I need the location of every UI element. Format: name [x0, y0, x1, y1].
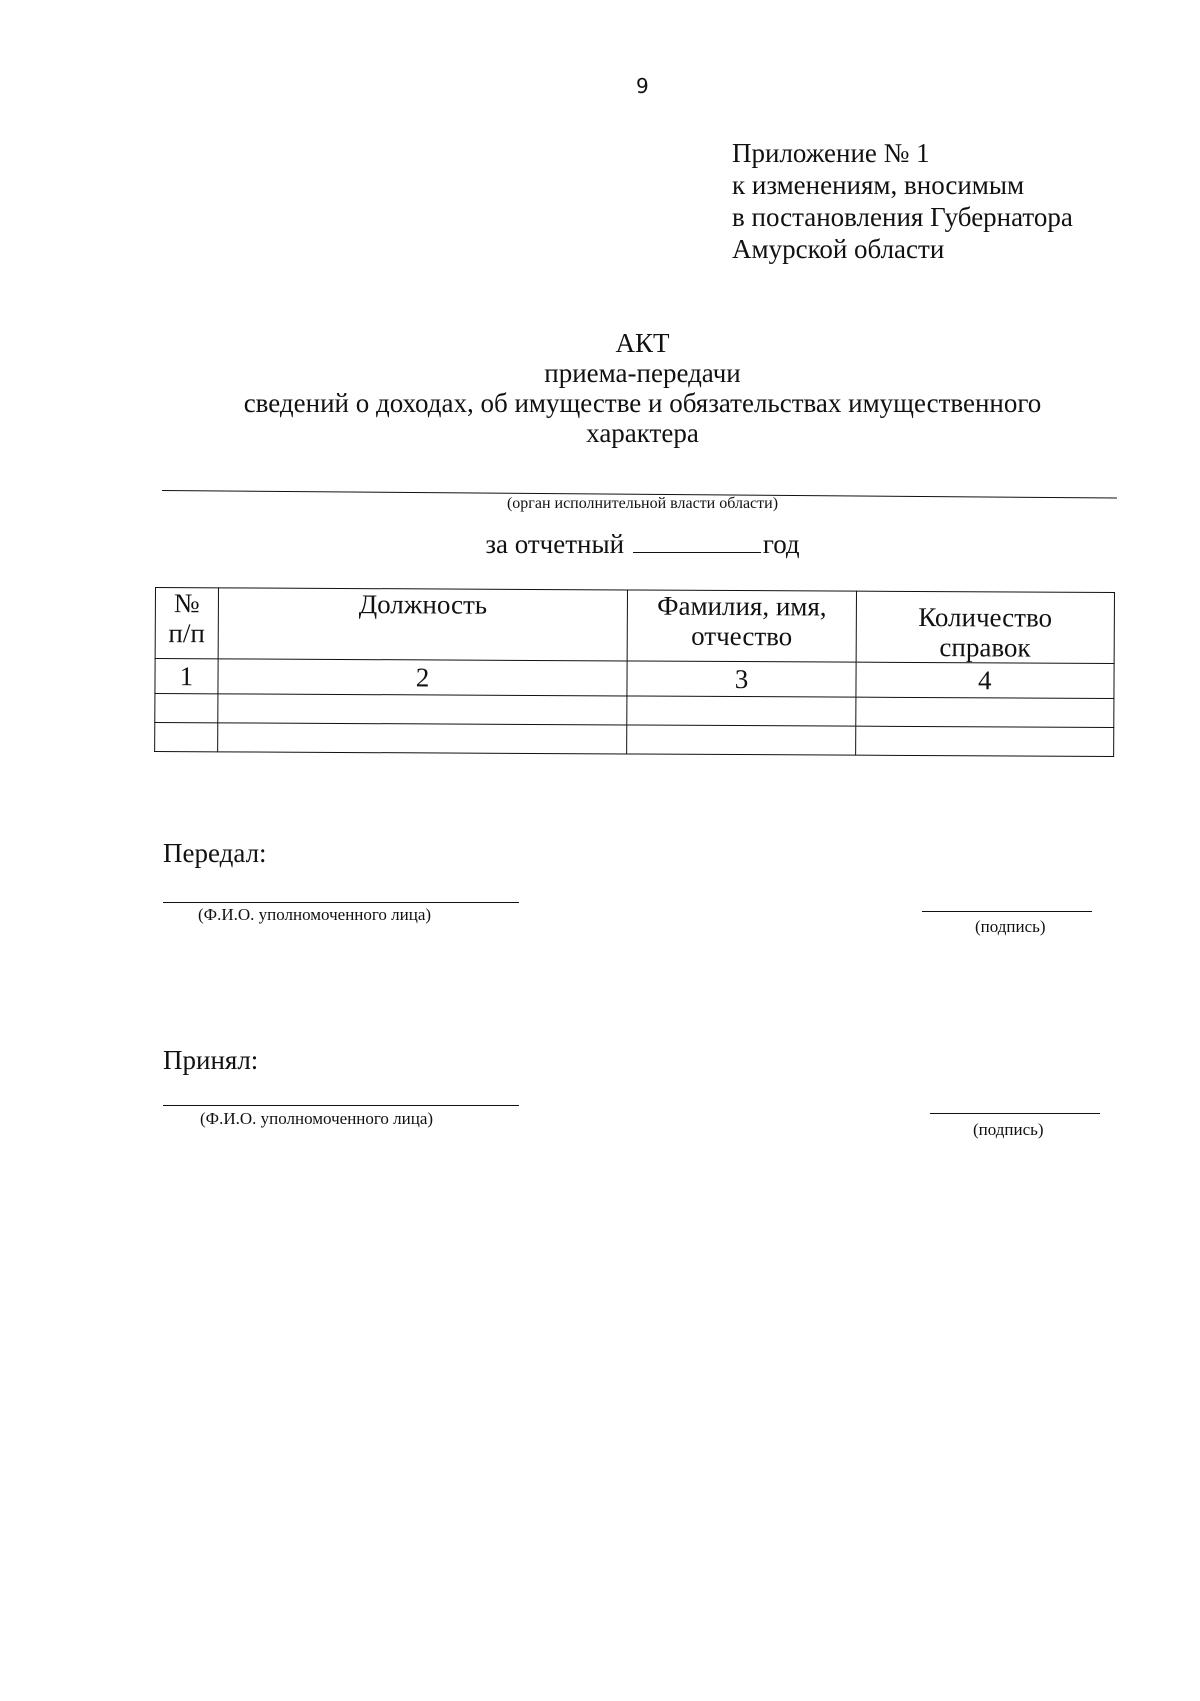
column-number-1: 1 [155, 659, 218, 694]
received-label: Принял: [163, 1045, 259, 1075]
table-number-row [155, 659, 1114, 699]
header-count-line-1: Количество [918, 601, 1053, 633]
header-count-line-2: справок [939, 632, 1031, 663]
reporting-period [150, 528, 1135, 560]
title-line-2: приема-передачи [544, 358, 741, 388]
table-cell[interactable] [627, 725, 856, 755]
transferred-label: Передал: [163, 838, 267, 868]
header-full-name [627, 590, 856, 662]
header-number-line-2: п/п [168, 618, 205, 649]
table-cell[interactable] [855, 697, 1113, 727]
header-number-line-1: № [173, 588, 200, 619]
appendix-line-4: Амурской области [732, 234, 945, 264]
appendix-block [732, 137, 1073, 265]
header-full-name-line-1: Фамилия, имя, [657, 590, 827, 622]
header-number [155, 588, 218, 659]
column-number-3: 3 [627, 661, 856, 697]
org-caption: (орган исполнительной власти области) [506, 495, 779, 512]
title-line-4: характера [586, 418, 699, 448]
header-position-label: Должность [358, 589, 488, 620]
header-full-name-line-2: отчество [691, 620, 793, 652]
document-title [150, 328, 1135, 448]
table-cell[interactable] [155, 694, 218, 723]
table-cell[interactable] [217, 723, 627, 754]
header-position [218, 588, 628, 661]
title-line-3: сведений о доходах, об имуществе и обязательствах имущественного [243, 388, 1042, 418]
received-name-caption: (Ф.И.О. уполномоченного лица) [200, 1109, 434, 1128]
transferred-name-line [163, 902, 519, 903]
page-number: 9 [636, 74, 649, 98]
records-table [154, 587, 1115, 757]
column-number-2: 2 [218, 659, 628, 696]
column-number-4: 4 [856, 662, 1115, 698]
appendix-line-2: к изменениям, вносимым [732, 170, 1025, 200]
transferred-signature-line [922, 911, 1092, 912]
received-name-line [163, 1105, 519, 1106]
transferred-name-caption: (Ф.И.О. уполномоченного лица) [198, 905, 432, 924]
table-row [155, 723, 1114, 757]
table-header-row [155, 588, 1114, 664]
transferred-signature-caption: (подпись) [975, 917, 1046, 936]
table-cell[interactable] [155, 723, 218, 752]
received-signature-caption: (подпись) [973, 1120, 1044, 1139]
table-cell[interactable] [627, 696, 856, 726]
table-cell[interactable] [855, 726, 1113, 756]
title-line-1: АКТ [615, 328, 670, 358]
year-blank [633, 528, 761, 553]
period-suffix: год [762, 529, 800, 559]
period-prefix: за отчетный [485, 529, 625, 559]
header-count [856, 591, 1115, 663]
table-cell[interactable] [218, 694, 628, 725]
appendix-line-3: в постановления Губернатора [732, 202, 1073, 232]
appendix-line-1: Приложение № 1 [732, 138, 930, 168]
received-signature-line [930, 1113, 1100, 1114]
